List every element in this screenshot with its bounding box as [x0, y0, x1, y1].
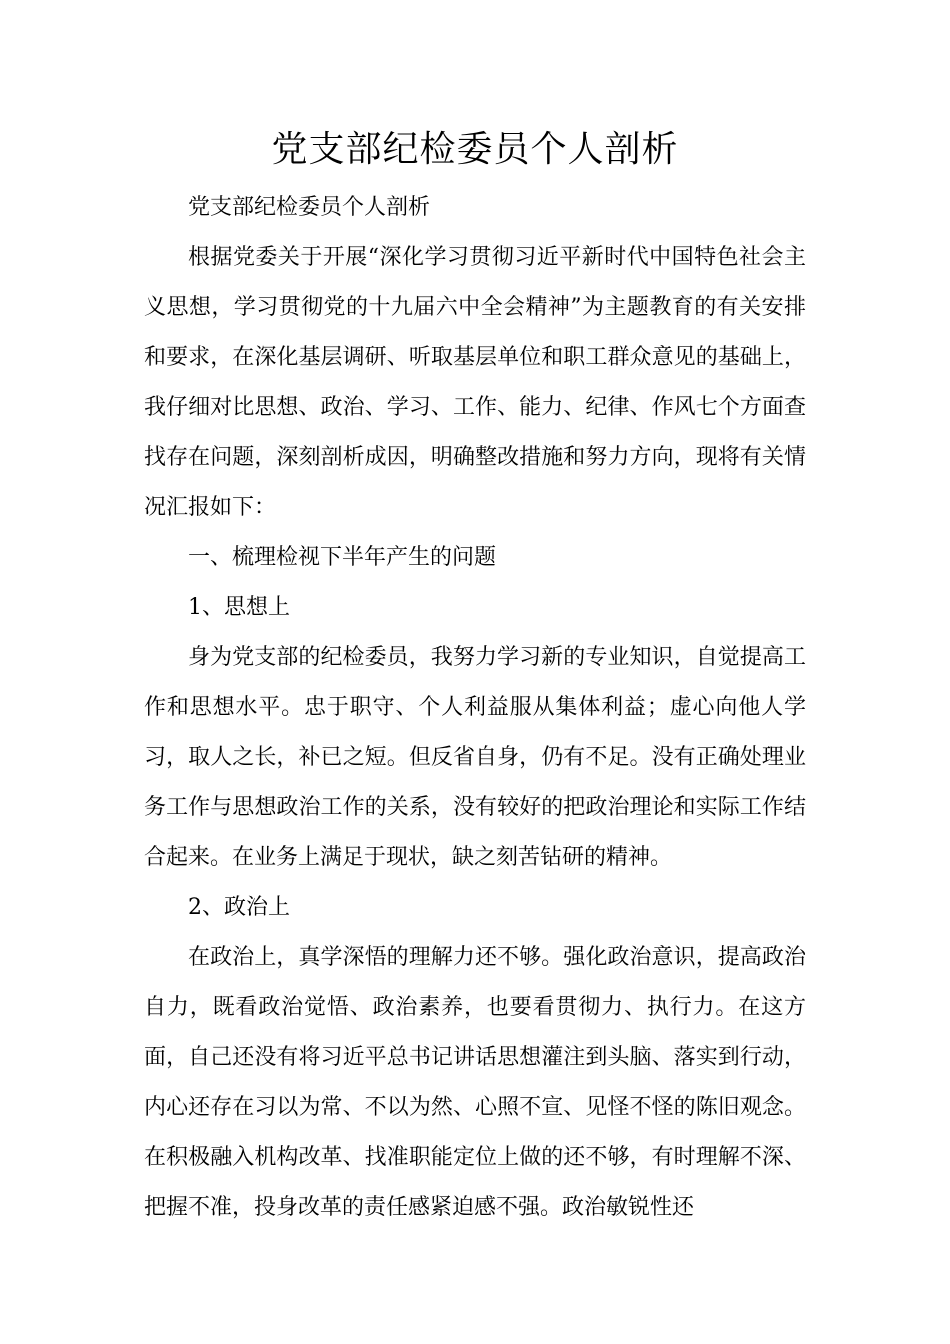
paragraph: 身为党支部的纪检委员，我努力学习新的专业知识，自觉提高工作和思想水平。忠于职守、个人利益服从集体利益；虚心向他人学习，取人之长，补已之短。但反省自身，仍有不足。没有正确处理业务工作与思想政治工作的关系，没有较好的把政治理论和实际工作结合起来。在业务上满足于现状，缺之刻苦钻研的精神。 — [144, 645, 806, 870]
subsection-heading: 2、政治上 — [188, 895, 290, 920]
paragraph: 在政治上，真学深悟的理解力还不够。强化政治意识，提高政治自力，既看政治觉悟、政治素养，也要看贯彻力、执行力。在这方面，自己还没有将习近平总书记讲话思想灌注到头脑、落实到行动，内心还存在习以为常、不以为然、心照不宣、见怪不怪的陈旧观念。在积极融入机构改革、找准职能定位上做的还不够，有时理解不深、把握不准，投身改革的责任感紧迫感不强。政治敏锐性还 — [144, 945, 806, 1220]
document-subtitle: 党支部纪检委员个人剖析 — [188, 195, 431, 220]
document-body — [144, 183, 806, 1233]
intro-paragraph: 根据党委关于开展“深化学习贯彻习近平新时代中国特色社会主义思想，学习贯彻党的十九届六中全会精神”为主题教育的有关安排和要求，在深化基层调研、听取基层单位和职工群众意见的基础上，我仔细对比思想、政治、学习、工作、能力、纪律、作风七个方面查找存在问题，深刻剖析成因，明确整改措施和努力方向，现将有关情况汇报如下： — [144, 245, 806, 520]
document-title: 党支部纪检委员个人剖析 — [271, 129, 679, 170]
subsection-heading: 1、思想上 — [188, 595, 290, 620]
section-heading: 一、梳理检视下半年产生的问题 — [188, 545, 497, 570]
